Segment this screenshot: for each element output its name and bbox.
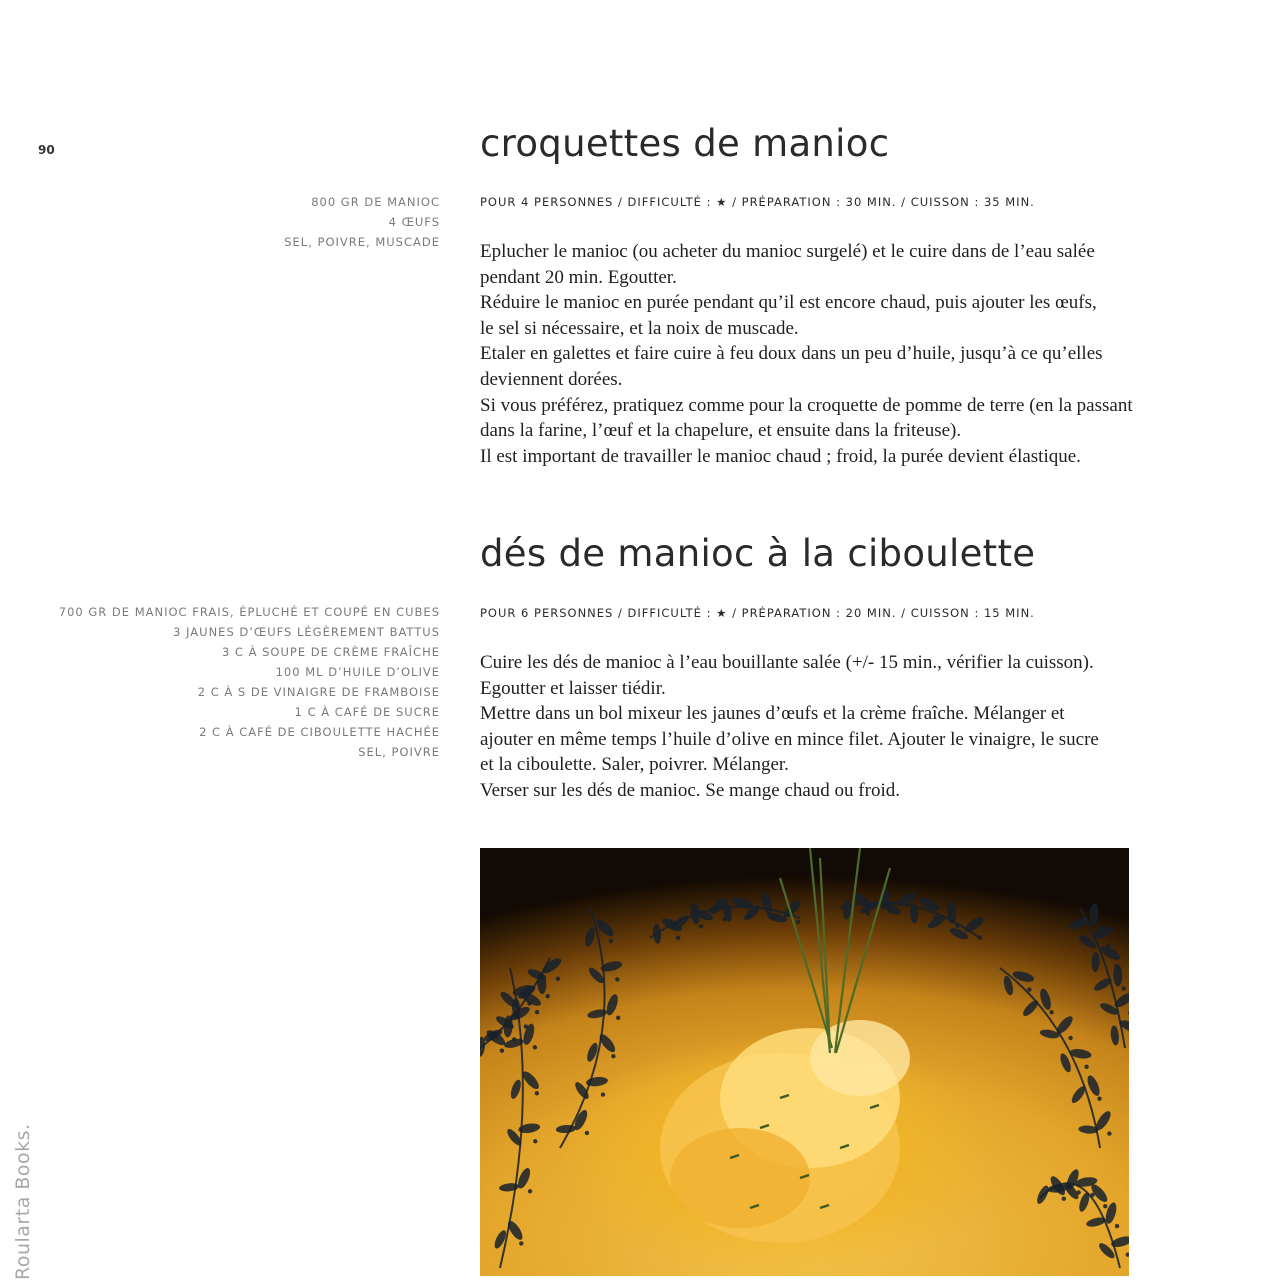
- recipe-meta-des-de-manioc: POUR 6 PERSONNES / DIFFICULTÉ : ★ / PRÉPARATION : 20 MIN. / CUISSON : 15 MIN.: [480, 606, 1035, 620]
- instruction-line: ajouter en même temps l’huile d’olive en mince filet. Ajouter le vinaigre, le sucre: [480, 728, 1099, 750]
- ingredient-item: 4 ŒUFS: [388, 215, 440, 229]
- ingredient-item: 2 C À S DE VINAIGRE DE FRAMBOISE: [197, 685, 440, 699]
- recipe-meta-croquettes: POUR 4 PERSONNES / DIFFICULTÉ : ★ / PRÉPARATION : 30 MIN. / CUISSON : 35 MIN.: [480, 195, 1035, 209]
- ingredient-item: 700 GR DE MANIOC FRAIS, ÉPLUCHÉ ET COUPÉ EN CUBES: [58, 605, 440, 619]
- dish-photo: [480, 848, 1129, 1276]
- page-number: 90: [38, 143, 55, 157]
- recipe-title-croquettes: croquettes de manioc: [480, 122, 890, 165]
- ingredient-list-croquettes: [284, 192, 440, 252]
- instruction-line: Réduire le manioc en purée pendant qu’il est encore chaud, puis ajouter les œufs,: [480, 292, 1097, 314]
- instruction-line: et la ciboulette. Saler, poivrer. Mélanger.: [480, 754, 789, 776]
- publisher-credit: Roularta Books.: [12, 1123, 34, 1280]
- instruction-line: deviennent dorées.: [480, 368, 623, 390]
- instruction-line: Mettre dans un bol mixeur les jaunes d’œufs et la crème fraîche. Mélanger et: [480, 703, 1065, 725]
- ingredient-item: 1 C À CAFÉ DE SUCRE: [294, 705, 440, 719]
- ingredient-item: 3 JAUNES D’ŒUFS LÉGÈREMENT BATTUS: [173, 625, 440, 639]
- ingredient-item: 3 C À SOUPE DE CRÈME FRAÎCHE: [221, 645, 440, 659]
- instruction-line: Eplucher le manioc (ou acheter du manioc surgelé) et le cuire dans de l’eau salée: [480, 241, 1095, 262]
- instruction-line: Etaler en galettes et faire cuire à feu doux dans un peu d’huile, jusqu’à ce qu’elles: [480, 343, 1103, 365]
- recipe-title-des-de-manioc: dés de manioc à la ciboulette: [480, 532, 1036, 575]
- instruction-line: Verser sur les dés de manioc. Se mange chaud ou froid.: [480, 779, 900, 801]
- ingredient-list-des-de-manioc: [59, 602, 440, 762]
- instruction-line: le sel si nécessaire, et la noix de muscade.: [480, 317, 799, 339]
- recipe-instructions-des-de-manioc: [480, 650, 1200, 804]
- plate-pattern-illustration: [480, 848, 1129, 1276]
- instruction-line: Egoutter et laisser tiédir.: [480, 677, 666, 699]
- instruction-line: Si vous préférez, pratiquez comme pour la croquette de pomme de terre (en la passant: [480, 394, 1133, 416]
- instruction-line: Cuire les dés de manioc à l’eau bouillante salée (+/- 15 min., vérifier la cuisson).: [480, 652, 1094, 673]
- ingredient-item: SEL, POIVRE: [358, 745, 440, 759]
- instruction-line: pendant 20 min. Egoutter.: [480, 266, 677, 288]
- ingredient-item: 2 C À CAFÉ DE CIBOULETTE HACHÉE: [199, 725, 440, 739]
- instruction-line: dans la farine, l’œuf et la chapelure, et ensuite dans la friteuse).: [480, 420, 962, 442]
- recipe-instructions-croquettes: [480, 239, 1200, 469]
- ingredient-item: 100 ML D’HUILE D’OLIVE: [275, 665, 440, 679]
- ingredient-item: SEL, POIVRE, MUSCADE: [284, 235, 440, 249]
- ingredient-item: 800 GR DE MANIOC: [311, 195, 440, 209]
- instruction-line: Il est important de travailler le manioc chaud ; froid, la purée devient élastique.: [480, 445, 1081, 467]
